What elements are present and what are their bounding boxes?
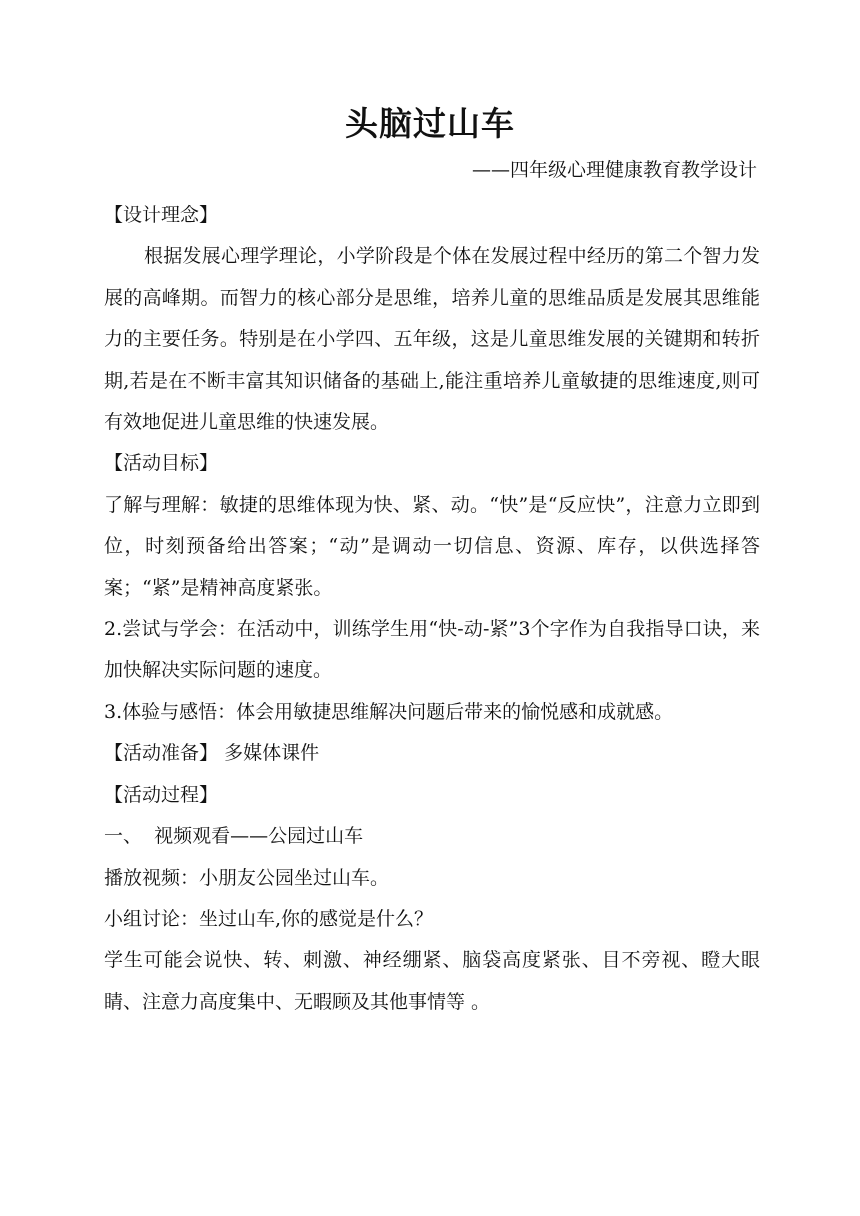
section-heading-process: 【活动过程】 (104, 783, 219, 806)
document-title: 头脑过山车 (345, 104, 515, 143)
goal-item-2: 2.尝试与学会：在活动中，训练学生用“快-动-紧”3个字作为自我指导口诀，来加快解决实际问题的速度。 (104, 618, 760, 682)
document-body (104, 195, 760, 1023)
section-heading-design-concept: 【设计理念】 (104, 204, 219, 226)
document-subtitle: ——四年级心理健康教育教学设计 (471, 159, 757, 181)
process-line-2: 小组讨论：坐过山车,你的感觉是什么？ (104, 907, 434, 930)
design-concept-paragraph: 根据发展心理学理论，小学阶段是个体在发展过程中经历的第二个智力发展的高峰期。而智力的核心部分是思维，培养儿童的思维品质是发展其思维能力的主要任务。特别是在小学四、五年级，这是儿童思维发展的关键期和转折期,若是在不断丰富其知识储备的基础上,能注重培养儿童敏捷的思维速度,则可有效地促进儿童思维的快速发展。 (104, 245, 760, 434)
process-line-3: 学生可能会说快、转、刺激、神经绷紧、脑袋高度紧张、目不旁视、瞪大眼睛、注意力高度集中、无暇顾及其他事情等 。 (104, 949, 760, 1013)
goal-item-3: 3.体验与感悟：体会用敏捷思维解决问题后带来的愉悦感和成就感。 (104, 700, 674, 723)
preparation-line (104, 733, 760, 774)
goal-item-1: 了解与理解：敏捷的思维体现为快、紧、动。“快”是“反应快”，注意力立即到位，时刻预备给出答案；“动”是调动一切信息、资源、库存，以供选择答案；“紧”是精神高度紧张。 (104, 493, 760, 599)
process-line-1: 播放视频：小朋友公园坐过山车。 (104, 866, 390, 889)
preparation-content: 多媒体课件 (224, 742, 320, 765)
section-heading-preparation: 【活动准备】 (104, 742, 219, 765)
process-step-1: 一、 视频观看——公园过山车 (104, 825, 364, 848)
section-heading-goals: 【活动目标】 (104, 452, 219, 475)
